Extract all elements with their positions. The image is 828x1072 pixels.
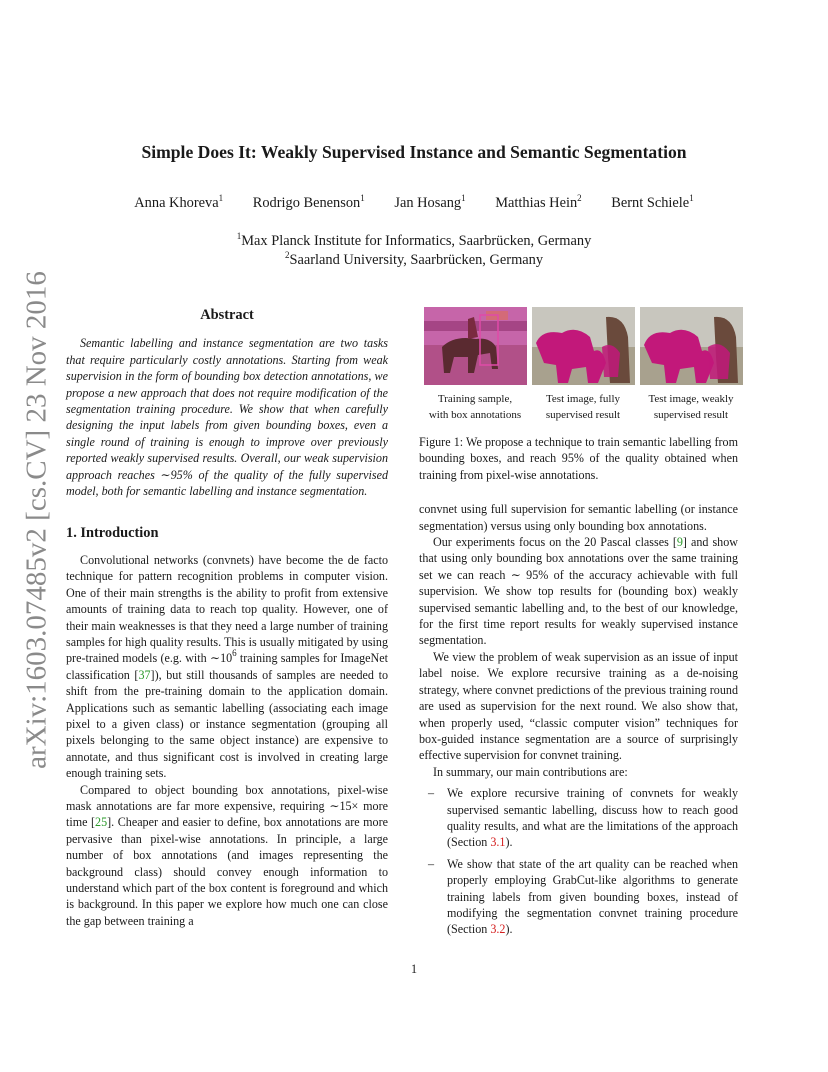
figure-panel-fully-supervised xyxy=(532,307,635,385)
figure-panel-label: Test image, weakly supervised result xyxy=(648,393,734,421)
figure-panel-training-sample xyxy=(424,307,527,385)
author: Rodrigo Benenson$^1$ xyxy=(252,193,365,211)
figure-panel-weakly-supervised xyxy=(640,307,743,385)
affiliation: $^2$Saarland University, Saarbrücken, Germany xyxy=(284,250,544,268)
contribution-list xyxy=(419,785,738,938)
paragraph: We view the problem of weak supervision as an issue of input label noise. We explore recursive training as a de-noising strategy, where convnet predictions of the previous training round are used as supervision for the next round. We also show that, when properly used, “classic computer vision” techniques for box-guided instance segmentation are a source of surprisingly effective supervision for convnet training. xyxy=(419,649,738,763)
figure-caption: Figure 1: We propose a technique to train semantic labelling from bounding boxes, and reach 95% of the quality obtained when training from pixel-wise annotations. xyxy=(419,435,738,482)
paragraph: Compared to object bounding box annotations, pixel-wise mask annotations are far more expensive, requiring ∼15× more time [25]. Cheaper and easier to define, box annotations are more pervasive than pixel-wise annotations. In principle, a large number of box annotations (and images representing the background class) should convey enough information to understand which part of the box content is foreground and which is background. In this paper we explore how much one can close the gap between training a xyxy=(66,782,388,928)
left-column xyxy=(66,307,388,929)
author: Anna Khoreva$^1$ xyxy=(134,193,224,211)
page-number: 1 xyxy=(410,962,418,976)
section-link[interactable]: 3.2 xyxy=(490,922,506,937)
list-item: – We show that state of the art quality can be reached when properly employing GrabCut-like algorithms to generate training labels from given bounding boxes, instead of modifying the segmentation convnet training procedure (Section 3.2). xyxy=(428,856,738,937)
horse-mask-image xyxy=(640,307,743,385)
abstract-heading: Abstract xyxy=(200,307,254,323)
arxiv-identifier: arXiv:1603.07485v2 [cs.CV] 23 Nov 2016 xyxy=(20,271,53,769)
horse-rider-image xyxy=(424,307,527,385)
paragraph: In summary, our main contributions are: xyxy=(433,764,628,779)
list-item: – We explore recursive training of convnets for weakly supervised semantic labelling, discuss how to reach good quality results, and what are the limitations of the approach (Section 3.1). xyxy=(428,786,738,850)
horse-mask-image xyxy=(532,307,635,385)
affiliation: $^1$Max Planck Institute for Informatics, Saarbrücken, Germany xyxy=(236,231,592,249)
author: Jan Hosang$^1$ xyxy=(394,193,466,211)
citation-link[interactable]: 9 xyxy=(676,535,683,550)
abstract-text: Semantic labelling and instance segmentation are two tasks that require particularly costly annotations. Starting from weak supervision in the form of bounding box detection annotations, we propose a new approach that does not require modification of the segmentation training procedure. We show that when carefully designing the input labels from given bounding boxes, even a single round of training is enough to improve over previously reported weakly supervised results. Overall, our weak supervision approach reaches ∼95% of the quality of the fully supervised model, both for semantic labelling and instance segmentation. xyxy=(66,336,388,499)
figure-panel-label: Training sample, with box annotations xyxy=(428,393,522,421)
author: Bernt Schiele$^1$ xyxy=(611,193,694,211)
section-link[interactable]: 3.1 xyxy=(490,835,506,850)
paragraph: convnet using full supervision for semantic labelling (or instance segmentation) versus using only bounding box annotations. xyxy=(419,502,738,533)
paragraph: Convolutional networks (convnets) have become the de facto technique for pattern recognition problems in computer vision. One of their main strengths is the ability to profit from extensive amounts of training data to reach top quality. However, one of their main weaknesses is that they need a large number of training samples for high quality results. This is usually mitigated by using pre-trained models (e.g. with $\sim 10^6$ training samples for ImageNet classification [37]), but still thousands of samples are needed to shift from the pre-training domain to the application domain. Applications such as semantic labelling (associating each image pixel to a given class) or instance segmentation (grouping all pixels belonging to the same object instance) are expensive to annotate, and thus significant cost is involved in creating large enough training sets. xyxy=(66,552,388,781)
author-list xyxy=(0,195,828,212)
citation-link[interactable]: 25 xyxy=(95,815,108,830)
section-heading: 1. Introduction xyxy=(66,525,159,542)
paragraph: Our experiments focus on the 20 Pascal classes [9] and show that using only bounding box annotations over the same training set we can reach ∼ 95% of the accuracy achievable with full supervision. We show top results for (bounding box) weakly supervised semantic labelling and, to the best of our knowledge, for the first time report results for weakly supervised instance segmentation. xyxy=(419,535,738,648)
figure-panel-label: Test image, fully supervised result xyxy=(545,393,621,421)
right-column xyxy=(419,434,738,938)
author: Matthias Hein$^2$ xyxy=(495,193,582,211)
paper-title: Simple Does It: Weakly Supervised Instance and Semantic Segmentation xyxy=(141,142,687,162)
citation-link[interactable]: 37 xyxy=(138,667,151,682)
